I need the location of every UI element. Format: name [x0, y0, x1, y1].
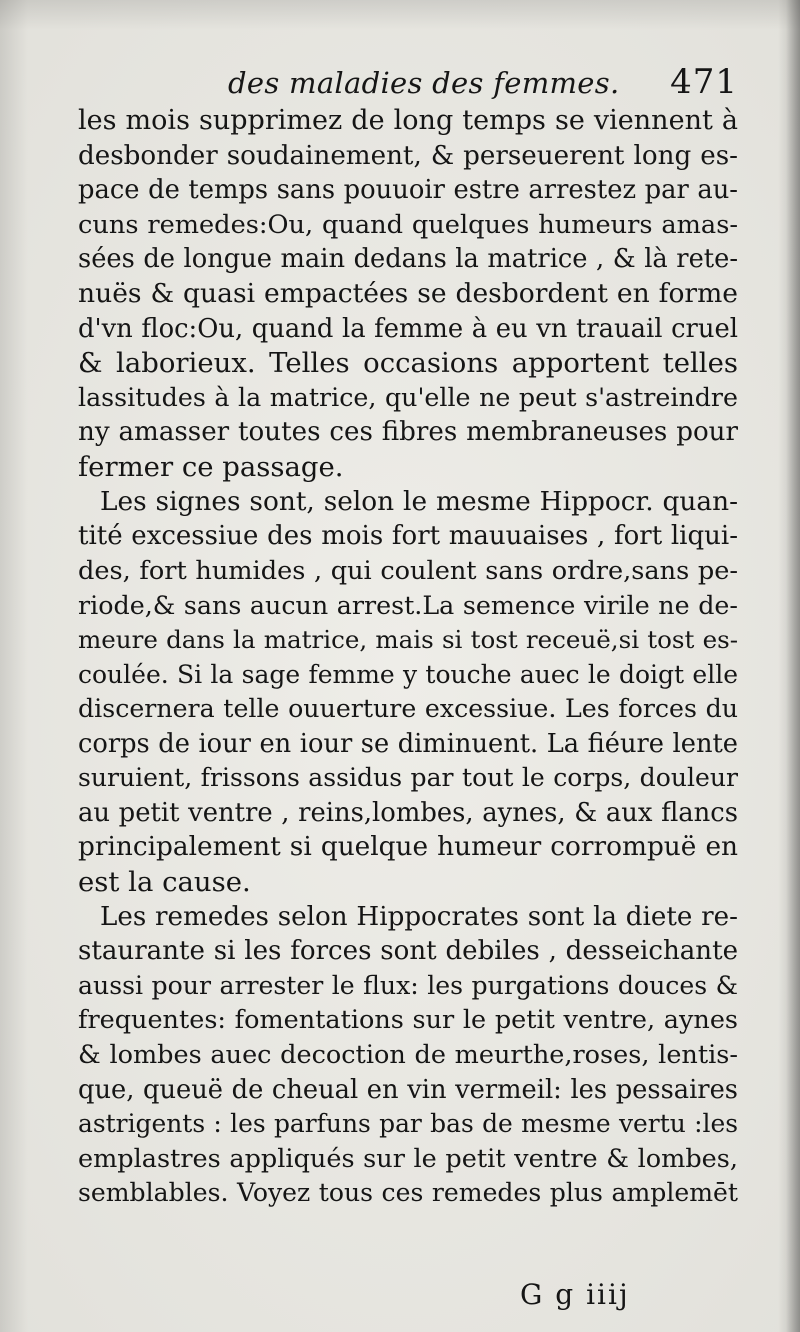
text-line: desbonder soudainement, & perseuerent long es- — [78, 140, 738, 171]
text-line: lassitudes à la matrice, qu'elle ne peut s'astreindre — [78, 382, 738, 412]
text-line: astrigents : les parfuns par bas de mesme vertu :les — [78, 1109, 738, 1139]
text-line: nuës & quasi empactées se desbordent en forme — [78, 277, 738, 309]
text-line: riode,& sans aucun arrest.La semence virile ne de- — [78, 590, 738, 621]
text-line: cuns remedes:Ou, quand quelques humeurs amas- — [78, 209, 738, 240]
text-line: staurante si les forces sont debiles , desseichante — [78, 936, 738, 967]
text-line: suruient, frissons assidus par tout le corps, douleur — [78, 763, 738, 793]
text-line: semblables. Voyez tous ces remedes plus amplemēt — [78, 1178, 738, 1208]
text-line: aussi pour arrester le flux: les purgations douces & — [78, 970, 738, 1000]
text-line: Les signes sont, selon le mesme Hippocr. quan- — [100, 486, 738, 517]
text-line: des, fort humides , qui coulent sans ordre,sans pe- — [78, 555, 738, 586]
text-line: sées de longue main dedans la matrice , & là rete- — [78, 244, 738, 275]
text-line: que, queuë de cheual en vin vermeil: les pessaires — [78, 1074, 738, 1105]
text-line: frequentes: fomentations sur le petit ventre, aynes — [78, 1005, 738, 1036]
text-line: coulée. Si la sage femme y touche auec le doigt elle — [78, 659, 738, 689]
text-line: les mois supprimez de long temps se viennent à — [78, 105, 738, 136]
page-edge-shadow — [786, 0, 800, 1332]
text-line: emplastres appliqués sur le petit ventre & lombes, — [78, 1143, 738, 1174]
text-line: fermer ce passage. — [78, 450, 344, 483]
running-title: des maladies des femmes. — [228, 66, 620, 100]
text-line: ny amasser toutes ces fibres membraneuses pour — [78, 417, 738, 448]
text-line: corps de iour en iour se diminuent. La fiéure lente — [78, 728, 738, 759]
body-text — [78, 104, 738, 1211]
text-line: au petit ventre , reins,lombes, aynes, & aux flancs — [78, 797, 738, 828]
text-line: discernera telle ouuerture excessiue. Les forces du — [78, 694, 738, 724]
text-line: meure dans la matrice, mais si tost receuë,si tost es- — [78, 624, 738, 654]
text-line: pace de temps sans pouuoir estre arrestez par au- — [78, 175, 738, 206]
signature-mark: G g iiij — [520, 1278, 630, 1311]
page-number: 471 — [670, 62, 738, 102]
text-line: & laborieux. Telles occasions apportent telles — [78, 347, 738, 380]
text-line: tité excessiue des mois fort mauuaises , fort liqui- — [78, 521, 738, 552]
text-line: d'vn floc:Ou, quand la femme à eu vn trauail cruel — [78, 313, 738, 344]
text-line: principalement si quelque humeur corrompuë en — [78, 832, 738, 863]
text-line: Les remedes selon Hippocrates sont la diete re- — [100, 901, 738, 932]
text-line: est la cause. — [78, 866, 251, 899]
text-line: & lombes auec decoction de meurthe,roses, lentis- — [78, 1040, 738, 1071]
